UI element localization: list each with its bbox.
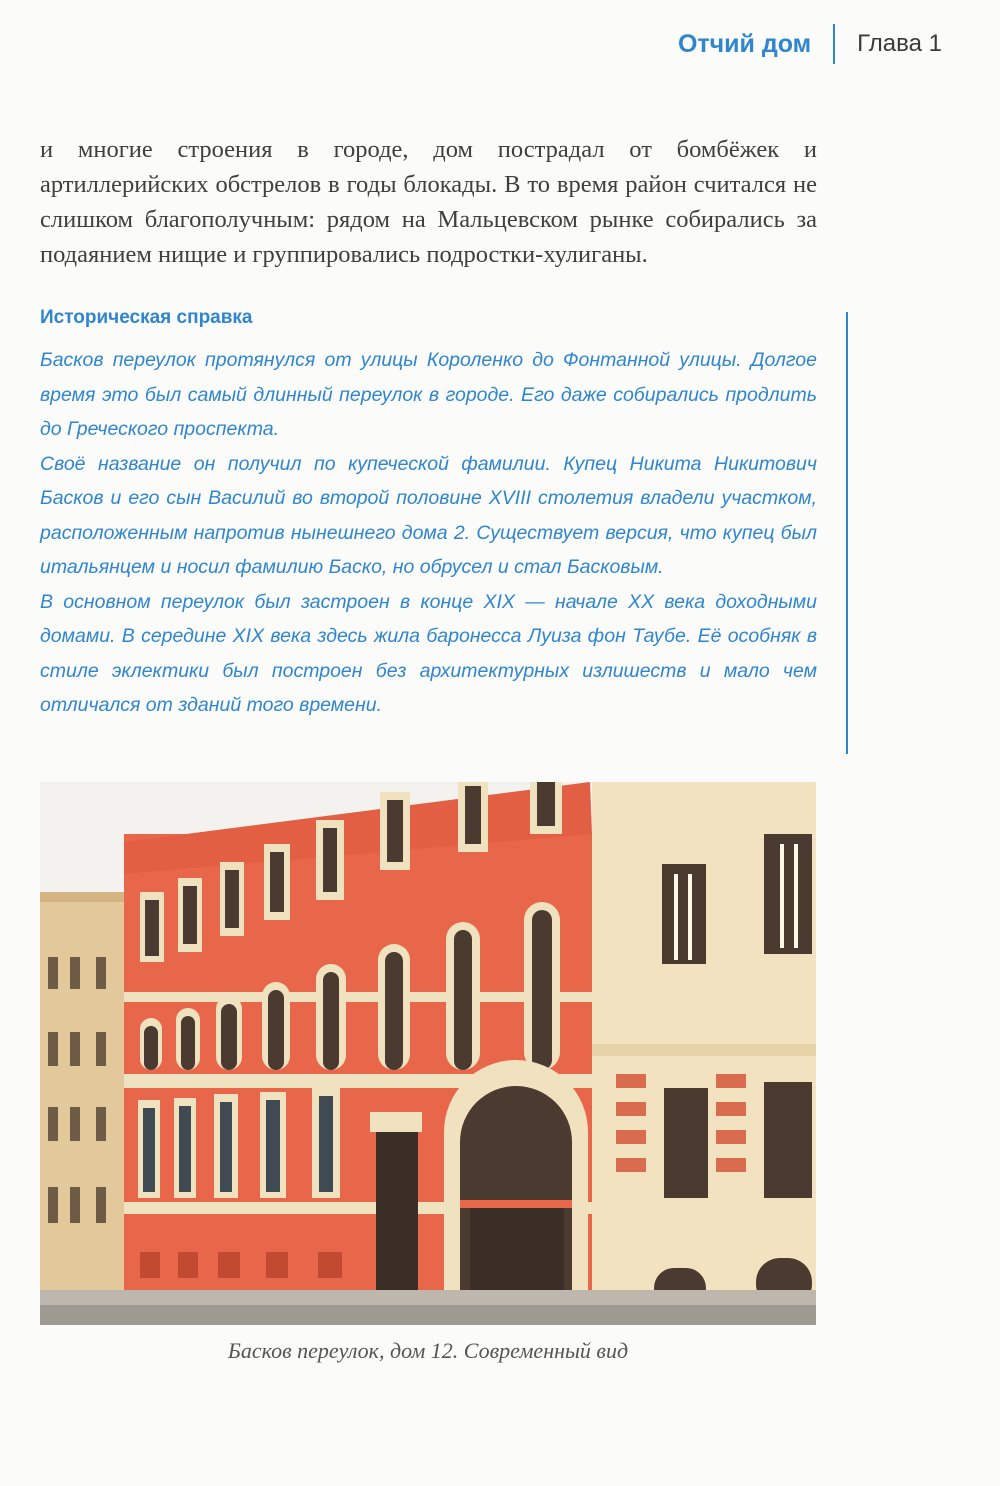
running-head-title: Отчий дом — [677, 29, 812, 58]
note-paragraph: В основном переулок был застроен в конце XIX — начале XX века доходными домами. В середине XIX века здесь жила баронесса Луиза фон Таубе. Её особняк в стиле эклектики был построен без архитектурных излишеств и мало чем отличался от зданий того времени. — [40, 590, 817, 716]
photo-caption: Басков переулок, дом 12. Современный вид — [227, 1338, 629, 1363]
building-photo — [40, 782, 816, 1325]
note-side-rule — [846, 312, 848, 754]
historical-note — [40, 304, 817, 723]
running-head — [678, 24, 942, 64]
chapter-label: Глава 1 — [857, 30, 942, 57]
note-paragraph: Своё название он получил по купеческой фамилии. Купец Никита Никитович Басков и его сын Василий во второй половине XVIII столетия владели участком, расположенным напротив нынешнего дома 2. Существует версия, что купец был итальянцем и носил фамилию Баско, но обрусел и стал Басковым. — [40, 452, 817, 578]
body-paragraph: и многие строения в городе, дом пострадал от бомбёжек и артиллерийских обстрелов в годы блокады. В то время район считался не слишком благополучным: рядом на Мальцевском рынке собирались за подаянием нищие и группировались подростки-хулиганы. — [40, 136, 817, 268]
note-paragraph: Басков переулок протянулся от улицы Короленко до Фонтанной улицы. Долгое время это был самый длинный переулок в городе. Его даже собирались продлить до Греческого проспекта. — [40, 349, 817, 440]
note-heading: Историческая справка — [40, 307, 253, 328]
